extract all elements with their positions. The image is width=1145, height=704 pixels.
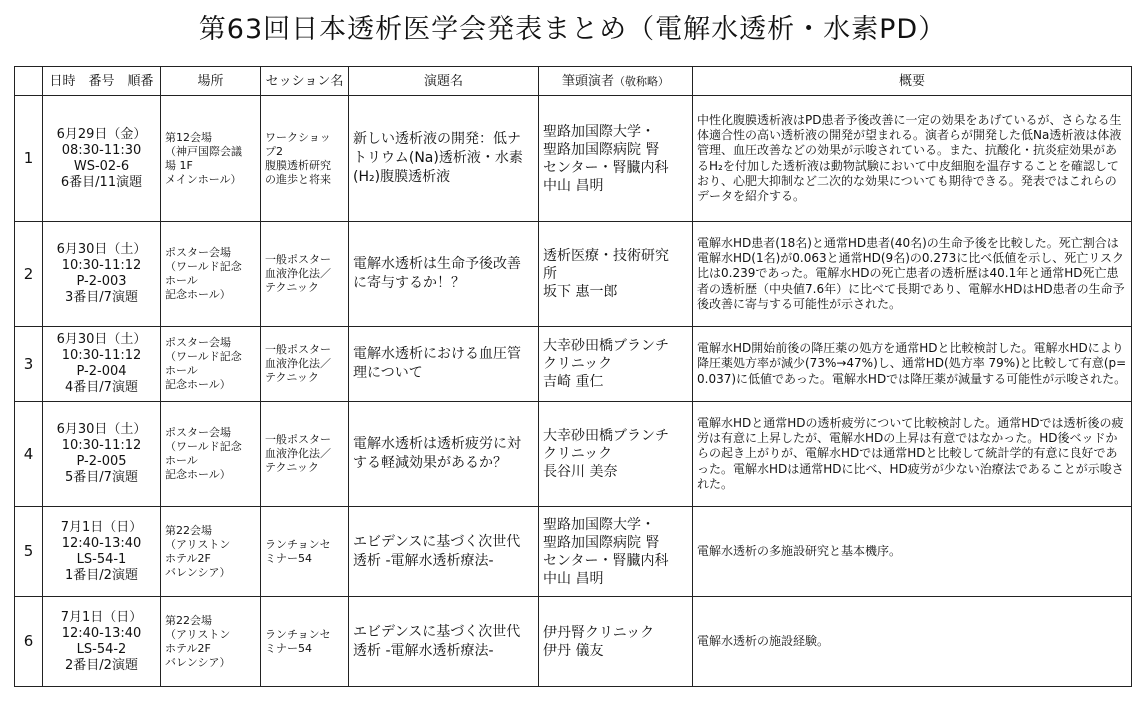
header-place: 場所 (161, 67, 261, 96)
row-author (539, 507, 693, 597)
row-time: 10:30-11:12 (61, 438, 142, 453)
row-place (161, 507, 261, 597)
place-line: 記念ホール） (165, 378, 231, 391)
row-order: 4番目/7演題 (65, 380, 138, 395)
row-number: 3 (15, 327, 43, 402)
document-title: 第63回日本透析医学会発表まとめ（電解水透析・水素PD） (198, 14, 947, 45)
row-abstract: 電解水HDと通常HDの透析疲労について比較検討した。通常HDでは透析後の疲労は有意に上昇したが、電解水HDの上昇は有意ではなかった。HD後ベッドからの起き上がりが、電解水HDでは通常HDと比較して統計学的有意に良好であった。電解水HDは通常HDに比べ、HD疲労が少ない治療法であることが示唆された。 (693, 402, 1132, 507)
row-abstract: 電解水HD患者(18名)と通常HD患者(40名)の生命予後を比較した。死亡割合は電解水HD(1名)が0.063と通常HD(9名)の0.273に比べ低値を示し、死亡リスク比は0.239であった。電解水HDの死亡患者の透析歴は40.1年と通常HD死亡患者の透析歴（中央値7.6年）に比べて長期であり、電解水HDはHD患者の生命予後改善に寄与する可能性が示された。 (693, 222, 1132, 327)
place-line: ホール (165, 454, 198, 467)
session-line: ミナー54 (265, 551, 312, 565)
author-line: 中山 昌明 (543, 570, 604, 587)
row-datetime (43, 222, 161, 327)
header-title: 演題名 (349, 67, 539, 96)
row-date: 7月1日（日） (60, 519, 143, 535)
row-session (261, 507, 349, 597)
row-number: 4 (15, 402, 43, 507)
header-session: セッション名 (261, 67, 349, 96)
session-line: ミナー54 (265, 641, 312, 655)
row-author (539, 597, 693, 687)
place-line: （ワールド記念 (165, 350, 242, 363)
place-line: バレンシア） (165, 565, 231, 579)
session-line: テクニック (265, 371, 319, 384)
row-session (261, 96, 349, 222)
row-code: LS-54-2 (76, 641, 127, 657)
row-author (539, 327, 693, 402)
author-line: 伊丹腎クリニック (543, 624, 655, 641)
header-no (15, 67, 43, 96)
row-time: 12:40-13:40 (61, 535, 142, 551)
row-session (261, 597, 349, 687)
row-number: 2 (15, 222, 43, 327)
row-abstract: 電解水HD開始前後の降圧薬の処方を通常HDと比較検討した。電解水HDにより降圧薬処方率が減少(73%→47%)し、通常HD(処方率 79%)と比較して有意(p=0.037)に低値であった。電解水HDでは降圧薬が減量する可能性が示唆された。 (693, 327, 1132, 402)
row-datetime (43, 96, 161, 222)
table-row (15, 597, 1132, 687)
place-line: （ワールド記念 (165, 440, 242, 453)
session-line: 一般ポスター (265, 433, 331, 446)
row-code: WS-02-6 (73, 158, 130, 174)
row-place (161, 222, 261, 327)
header-author-main: 筆頭演者 (561, 73, 614, 89)
place-line: （神戸国際会議 (165, 144, 242, 158)
place-line: ホール (165, 364, 198, 377)
author-line: 透析医療・技術研究 (543, 248, 669, 264)
row-number: 1 (15, 96, 43, 222)
table-row (15, 222, 1132, 327)
row-place (161, 402, 261, 507)
row-place (161, 597, 261, 687)
row-code: P-2-004 (76, 364, 127, 379)
author-line: センター・腎臓内科 (543, 159, 669, 176)
row-session (261, 222, 349, 327)
row-title: 電解水透析は生命予後改善に寄与するか！？ (349, 222, 539, 327)
row-datetime (43, 402, 161, 507)
row-time: 10:30-11:12 (61, 348, 142, 363)
table-row (15, 96, 1132, 222)
row-date: 6月30日（土） (56, 332, 147, 347)
author-line: 大幸砂田橋ブランチ (543, 428, 669, 444)
row-code: P-2-003 (76, 274, 127, 289)
table-row (15, 402, 1132, 507)
row-date: 7月1日（日） (60, 609, 143, 625)
place-line: 記念ホール） (165, 288, 231, 301)
session-line: の進歩と将来 (265, 172, 331, 186)
header-author (539, 67, 693, 96)
row-title: エビデンスに基づく次世代透析 -電解水透析療法- (349, 597, 539, 687)
place-line: 第22会場 (165, 523, 212, 537)
place-line: 第22会場 (165, 613, 212, 627)
place-line: 記念ホール） (165, 468, 231, 481)
row-author (539, 402, 693, 507)
place-line: ホール (165, 274, 198, 287)
author-line: 坂下 惠一郎 (543, 284, 618, 300)
place-line: （アリストン (165, 627, 231, 641)
row-abstract: 電解水透析の施設経験。 (693, 597, 1132, 687)
row-datetime (43, 507, 161, 597)
row-code: P-2-005 (76, 454, 127, 469)
row-title: 電解水透析における血圧管理について (349, 327, 539, 402)
author-line: 大幸砂田橋ブランチ (543, 338, 669, 354)
session-line: 腹膜透析研究 (265, 158, 331, 172)
row-time: 08:30-11:30 (61, 142, 142, 158)
row-time: 10:30-11:12 (61, 258, 142, 273)
session-line: プ2 (265, 144, 283, 158)
row-place (161, 327, 261, 402)
author-line: センター・腎臓内科 (543, 552, 669, 569)
author-line: 長谷川 美奈 (543, 464, 618, 480)
author-line: 所 (543, 266, 557, 282)
table-row (15, 507, 1132, 597)
author-line: 伊丹 儀友 (543, 642, 604, 659)
row-title: エビデンスに基づく次世代透析 -電解水透析療法- (349, 507, 539, 597)
place-line: ホテル2F (165, 551, 211, 565)
place-line: ポスター会場 (165, 426, 231, 439)
row-order: 5番目/7演題 (65, 470, 138, 485)
row-session (261, 402, 349, 507)
place-line: 場 1F (165, 158, 193, 172)
row-abstract: 電解水透析の多施設研究と基本機序。 (693, 507, 1132, 597)
session-line: ランチョンセ (265, 537, 331, 551)
row-author (539, 96, 693, 222)
row-time: 12:40-13:40 (61, 625, 142, 641)
header-abstract: 概要 (693, 67, 1132, 96)
author-line: 聖路加国際大学・ (543, 123, 655, 140)
presentation-summary-table (14, 66, 1132, 687)
table-row (15, 327, 1132, 402)
place-line: 第12会場 (165, 130, 212, 144)
row-author (539, 222, 693, 327)
row-date: 6月29日（金） (56, 126, 147, 142)
header-datetime: 日時 番号 順番 (43, 67, 161, 96)
session-line: 血液浄化法／ (265, 357, 331, 370)
row-order: 6番目/11演題 (60, 174, 143, 190)
session-line: ワークショッ (265, 130, 331, 144)
place-line: バレンシア） (165, 655, 231, 669)
place-line: メインホール） (165, 172, 242, 186)
row-abstract: 中性化腹膜透析液はPD患者予後改善に一定の効果をあげているが、さらなる生体適合性の高い透析液の開発が望まれる。演者らが開発した低Na透析液は体液管理、血圧改善などの効果が示唆されている。また、抗酸化・抗炎症効果があるH₂を付加した透析液は動物試験において中皮細胞を温存することを確認しており、心肥大抑制など二次的な効果についても期待できる。発表ではこれらのデータを紹介する。 (693, 96, 1132, 222)
row-code: LS-54-1 (76, 551, 127, 567)
table-header-row (15, 67, 1132, 96)
session-line: 一般ポスター (265, 343, 331, 356)
session-line: テクニック (265, 461, 319, 474)
session-line: 血液浄化法／ (265, 447, 331, 460)
place-line: ポスター会場 (165, 246, 231, 259)
row-number: 6 (15, 597, 43, 687)
author-line: 聖路加国際病院 腎 (543, 534, 660, 551)
place-line: （ワールド記念 (165, 260, 242, 273)
author-line: クリニック (543, 356, 613, 372)
place-line: （アリストン (165, 537, 231, 551)
author-line: クリニック (543, 446, 613, 462)
author-line: 聖路加国際大学・ (543, 516, 655, 533)
row-datetime (43, 327, 161, 402)
row-order: 3番目/7演題 (65, 290, 138, 305)
row-title: 新しい透析液の開発：低ナトリウム(Na)透析液・水素(H₂)腹膜透析液 (349, 96, 539, 222)
row-datetime (43, 597, 161, 687)
session-line: 一般ポスター (265, 253, 331, 266)
row-title: 電解水透析は透析疲労に対する軽減効果があるか？ (349, 402, 539, 507)
row-session (261, 327, 349, 402)
row-date: 6月30日（土） (56, 422, 147, 437)
row-place (161, 96, 261, 222)
row-number: 5 (15, 507, 43, 597)
row-order: 1番目/2演題 (65, 567, 138, 583)
session-line: テクニック (265, 281, 319, 294)
author-line: 吉崎 重仁 (543, 374, 604, 390)
session-line: ランチョンセ (265, 627, 331, 641)
place-line: ホテル2F (165, 641, 211, 655)
author-line: 中山 昌明 (543, 177, 604, 194)
session-line: 血液浄化法／ (265, 267, 331, 280)
row-order: 2番目/2演題 (65, 657, 138, 673)
author-line: 聖路加国際病院 腎 (543, 141, 660, 158)
place-line: ポスター会場 (165, 336, 231, 349)
header-author-note: （敬称略） (614, 74, 669, 88)
row-date: 6月30日（土） (56, 242, 147, 257)
